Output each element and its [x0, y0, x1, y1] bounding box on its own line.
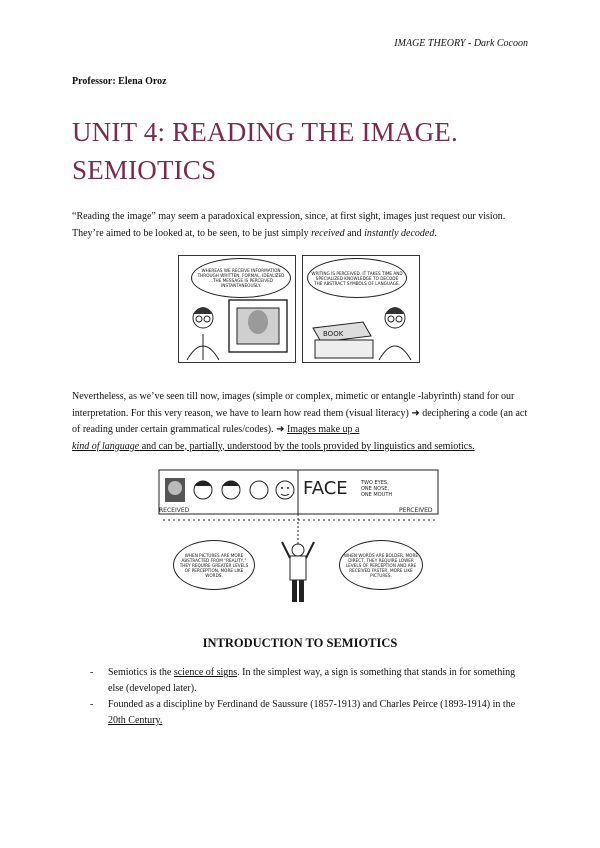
face-note: TWO EYES, ONE NOSE, ONE MOUTH [361, 480, 393, 498]
para2-underline-2: kind of language [72, 440, 140, 452]
perceived-label: PERCEIVED [399, 507, 433, 514]
section-heading: INTRODUCTION TO SEMIOTICS [202, 636, 398, 650]
unit-title [72, 113, 542, 189]
comic-received-perceived [155, 466, 442, 616]
intro-received: received [311, 227, 345, 239]
unit-title-line-1: UNIT 4: READING THE IMAGE. [72, 117, 458, 147]
list-item [72, 665, 528, 697]
comic-man-right-illustration [303, 256, 419, 362]
professor-line: Professor: Elena Oroz [72, 76, 167, 87]
bullet-text: Semiotics is the [108, 667, 174, 678]
visual-literacy-paragraph [72, 389, 528, 455]
speech-bubble-left: WHEREAS WE RECEIVE INFORMATION THROUGH WRITTEN, FORMAL, IDEALIZED ...THE MESSAGE IS PERCEIVED INSTANTANEOUSLY. [191, 258, 291, 298]
face-word: FACE [303, 478, 348, 499]
bullet-underline: 20th Century. [108, 715, 163, 726]
speech-bubble-words: WHEN WORDS ARE BOLDER, MORE DIRECT, THEY REQUIRE LOWER LEVELS OF PERCEPTION AND ARE RECEIVED FASTER, MORE LIKE PICTURES. [339, 540, 423, 590]
intro-instantly: instantly decoded [364, 227, 435, 239]
para2-text: Nevertheless, as we’ve seen till now, images (simple or complex, mimetic or entangle -labyrinth) stand for our interpretation. For this very reason, we have to learn how read them (visual literacy) ➜ deciphering a code (an act of reading under certain grammatical rules/codes). ➜ [72, 391, 528, 435]
comic-panel-left [178, 255, 296, 363]
semiotics-bullets [72, 665, 528, 729]
para2-underline-1: Images make up a [286, 424, 360, 435]
speech-bubble-right: WRITING IS PERCEIVED. IT TAKES TIME AND SPECIALIZED KNOWLEDGE TO DECODE THE ABSTRACT SYMBOLS OF LANGUAGE. [307, 258, 407, 298]
bullet-dash: - [90, 667, 94, 678]
comic-man-left-illustration [179, 256, 295, 362]
intro-text: “Reading the image” may seem a paradoxical expression, since, at first sight, images just request our vision. They’re aimed to be looked at, to be seen, to be just simply [72, 211, 506, 239]
bullet-text-end: . In the simplest way, a sign is something that stands in for something else (developed later). [108, 667, 516, 694]
unit-title-line-2: SEMIOTICS [72, 155, 217, 185]
intro-paragraph [72, 209, 528, 242]
intro-and: and [344, 227, 365, 239]
svg-text:BOOK: BOOK [323, 330, 344, 338]
intro-end: . [434, 227, 437, 239]
running-header: IMAGE THEORY - Dark Cocoon [394, 38, 528, 49]
list-item [72, 697, 528, 729]
bullet-dash: - [90, 699, 94, 710]
received-label: RECEIVED [159, 507, 190, 514]
bullet-text: Founded as a discipline by Ferdinand de Saussure (1857-1913) and Charles Peirce (1893-1914) in the [108, 699, 516, 710]
bullet-underline: science of signs [173, 667, 238, 678]
comic-panel-right [302, 255, 420, 363]
para2-underline-3: and can be, partially, understood by the tools provided by linguistics and semiotics. [139, 440, 475, 452]
speech-bubble-pictures: WHEN PICTURES ARE MORE ABSTRACTED FROM "REALITY," THEY REQUIRE GREATER LEVELS OF PERCEPTION, MORE LIKE WORDS. [173, 540, 255, 590]
